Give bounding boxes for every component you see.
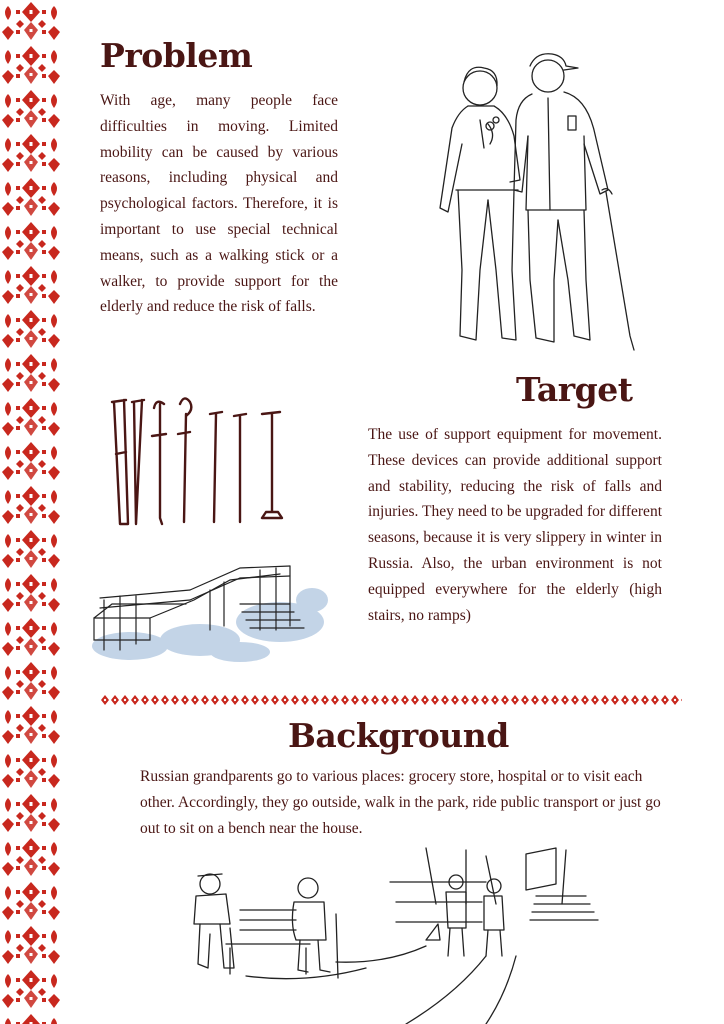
walking-aids-illustration xyxy=(106,394,292,530)
bench-street-illustration xyxy=(186,844,646,1024)
background-heading: Background xyxy=(288,716,509,755)
stairs-snow-illustration xyxy=(90,560,330,668)
target-text: The use of support equipment for movement. These devices can provide additional support and stability, reducing the risk of falls and injuries. They need to be upgraded for different seasons, because it is very slippery in winter in Russia. Also, the urban environment is not equipped everywhere for the elderly (high stairs, no ramps) xyxy=(368,426,662,624)
ornament-divider xyxy=(100,694,682,706)
elderly-couple-illustration xyxy=(418,40,648,352)
problem-heading: Problem xyxy=(100,36,253,75)
folk-ornament-border xyxy=(0,0,62,1024)
problem-text: With age, many people face difficulties in moving. Limited mobility can be caused by various reasons, including physical and psychological factors. Therefore, it is important to use special technical means, such as a walking stick or a walker, to provide support for the elderly and reduce the risk of falls. xyxy=(100,92,338,316)
target-heading: Target xyxy=(516,370,633,409)
background-text: Russian grandparents go to various places: grocery store, hospital or to visit each other. Accordingly, they go outside, walk in the park, ride public transport or just go out to sit on a bench near the house. xyxy=(140,768,661,837)
